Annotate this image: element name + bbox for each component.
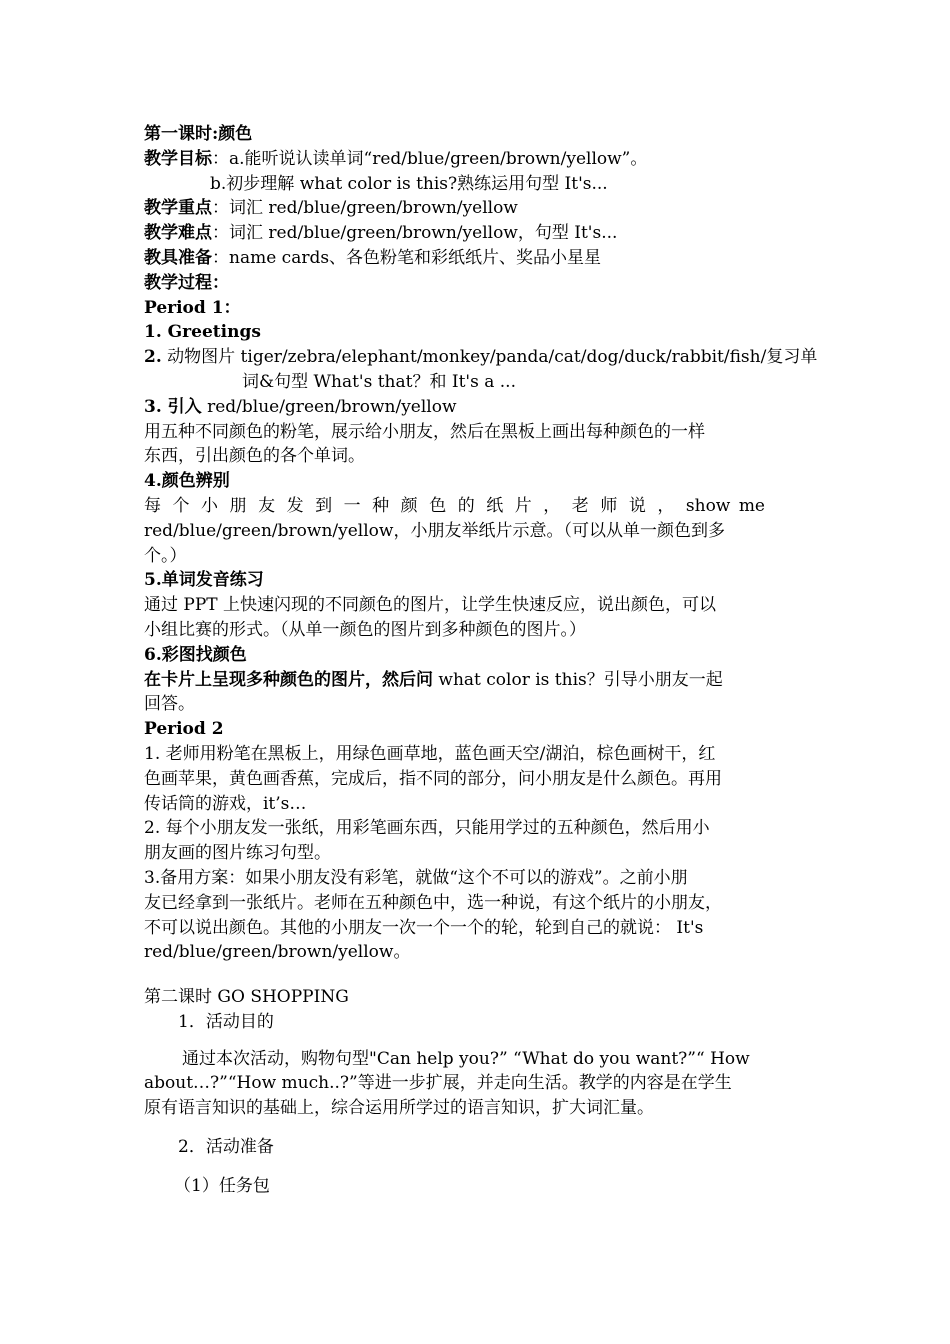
period2-item3-line3: 不可以说出颜色。其他的小朋友一次一个一个的轮，轮到自己的就说： It's xyxy=(144,917,704,938)
step4-line1: 每 个 小 朋 友 发 到 一 种 颜 色 的 纸 片 ， 老 师 说 ， show me xyxy=(144,495,765,516)
step5-line1: 通过 PPT 上快速闪现的不同颜色的图片，让学生快速反应，说出颜色，可以 xyxy=(144,595,717,616)
document-page xyxy=(144,122,818,1199)
period2-title: Period 2 xyxy=(144,719,224,740)
period1-title: Period 1： xyxy=(144,297,241,318)
step6-line1 xyxy=(144,668,765,693)
step6-bold-text: 在卡片上呈现多种颜色的图片，然后问 xyxy=(144,669,433,690)
lesson2-section2-sub1: （1）任务包 xyxy=(174,1175,270,1196)
teaching-key-label: 教学重点 xyxy=(144,198,212,219)
teaching-key-line xyxy=(144,196,765,221)
lesson2-section1-line1: 通过本次活动，购物句型"Can help you?” “What do you want?”“ How xyxy=(182,1048,750,1069)
step1-greetings: 1. Greetings xyxy=(144,322,261,343)
step6-text: what color is this？引导小朋友一起 xyxy=(433,669,723,690)
teaching-materials-label: 教具准备 xyxy=(144,247,212,268)
step3-text: red/blue/green/brown/yellow xyxy=(201,396,457,417)
teaching-key-text: ：词汇 red/blue/green/brown/yellow xyxy=(212,198,518,219)
step3-label: 3. 引入 xyxy=(144,396,202,417)
period2-item1-line3: 传话筒的游戏，it’s… xyxy=(144,793,307,814)
step3-line xyxy=(144,395,765,420)
step3-desc-line1: 用五种不同颜色的粉笔，展示给小朋友，然后在黑板上画出每种颜色的一样 xyxy=(144,421,705,442)
step2-line1 xyxy=(144,345,818,370)
step2-line2: 词&句型 What's that？和 It's a ... xyxy=(242,371,516,392)
lesson2-section1-title: 1．活动目的 xyxy=(178,1011,274,1032)
teaching-difficulty-label: 教学难点 xyxy=(144,223,212,244)
period2-item1-line1: 1. 老师用粉笔在黑板上，用绿色画草地，蓝色画天空/湖泊，棕色画树干，红 xyxy=(144,743,716,764)
step2-text: 动物图片 tiger/zebra/elephant/monkey/panda/cat/dog/duck/rabbit/fish/复习单 xyxy=(161,347,818,368)
step4-title: 4.颜色辨别 xyxy=(144,471,230,492)
teaching-goal-b: b.初步理解 what color is this?熟练运用句型 It's... xyxy=(210,173,608,194)
teaching-process-label: 教学过程： xyxy=(144,272,229,293)
period2-item2-line2: 朋友画的图片练习句型。 xyxy=(144,843,331,864)
period2-item2-line1: 2. 每个小朋友发一张纸，用彩笔画东西，只能用学过的五种颜色，然后用小 xyxy=(144,818,710,839)
step4-line3: 个。） xyxy=(144,545,187,566)
step2-number: 2. xyxy=(144,347,162,368)
period2-item1-line2: 色画苹果，黄色画香蕉，完成后，指不同的部分，问小朋友是什么颜色。再用 xyxy=(144,768,722,789)
teaching-materials-text: ：name cards、各色粉笔和彩纸纸片、奖品小星星 xyxy=(212,247,602,268)
lesson2-title: 第二课时 GO SHOPPING xyxy=(144,987,349,1008)
period2-item3-line2: 友已经拿到一张纸片。老师在五种颜色中，选一种说，有这个纸片的小朋友， xyxy=(144,892,722,913)
period2-item3-line1: 3.备用方案：如果小朋友没有彩笔，就做“这个不可以的游戏”。之前小朋 xyxy=(144,867,688,888)
step6-title: 6.彩图找颜色 xyxy=(144,644,247,665)
teaching-materials-line xyxy=(144,246,765,271)
lesson2-section2-title: 2．活动准备 xyxy=(178,1137,274,1158)
teaching-difficulty-text: ：词汇 red/blue/green/brown/yellow，句型 It's... xyxy=(212,223,618,244)
step4-line2: red/blue/green/brown/yellow，小朋友举纸片示意。（可以从单一颜色到多 xyxy=(144,520,725,541)
lesson1-title: 第一课时:颜色 xyxy=(144,124,253,144)
teaching-goal-line-a xyxy=(144,147,765,172)
step5-title: 5.单词发音练习 xyxy=(144,570,264,591)
lesson2-section1-line2: about…?”“How much..?”等进一步扩展，并走向生活。教学的内容是在学生 xyxy=(144,1073,732,1094)
teaching-goal-a: ：a.能听说认读单词“red/blue/green/brown/yellow”。 xyxy=(212,148,648,169)
teaching-goal-label: 教学目标 xyxy=(144,148,212,169)
step6-line2: 回答。 xyxy=(144,694,195,715)
teaching-difficulty-line xyxy=(144,221,765,246)
lesson2-section1-line3: 原有语言知识的基础上，综合运用所学过的语言知识，扩大词汇量。 xyxy=(144,1098,654,1119)
step5-line2: 小组比赛的形式。（从单一颜色的图片到多种颜色的图片。） xyxy=(144,619,586,640)
period2-item3-line4: red/blue/green/brown/yellow。 xyxy=(144,942,411,963)
step3-desc-line2: 东西，引出颜色的各个单词。 xyxy=(144,446,365,467)
